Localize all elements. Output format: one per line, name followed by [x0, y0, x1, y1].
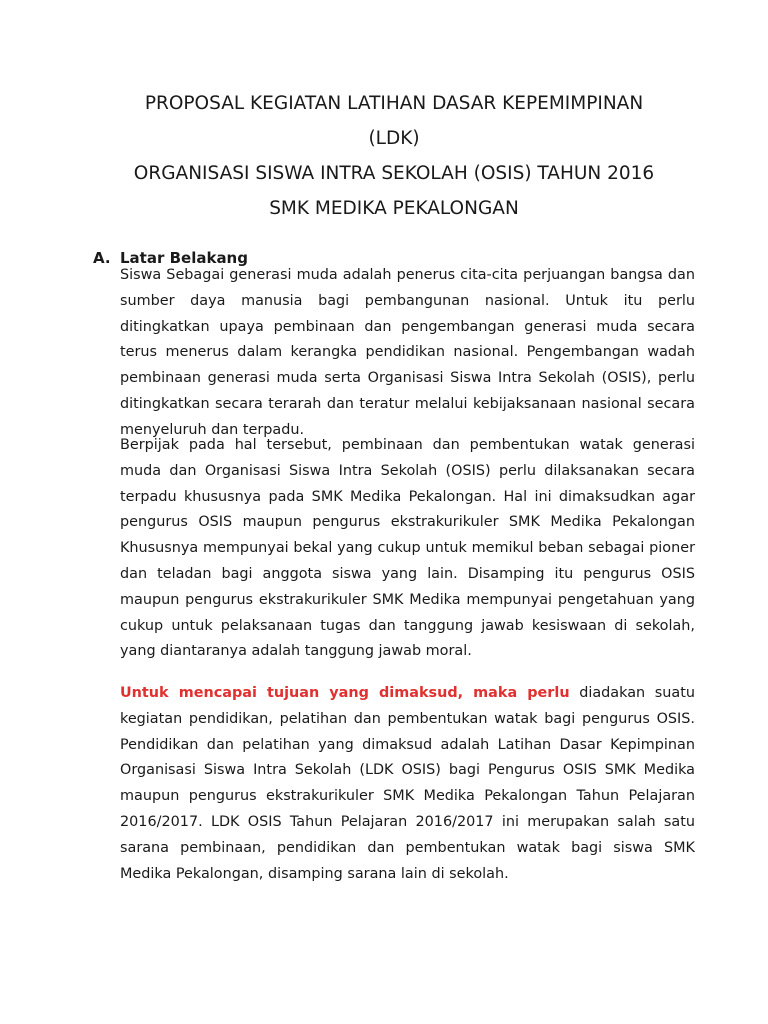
paragraph-3 — [120, 681, 695, 887]
section-title: Latar Belakang — [120, 249, 248, 267]
paragraph-2: Berpijak pada hal tersebut, pembinaan dan pembentukan watak generasi muda dan Organisasi Siswa Intra Sekolah (OSIS) perlu dilaksanakan secara terpadu khususnya pada SMK Medika Pekalongan. Hal ini dimaksudkan agar pengurus OSIS maupun pengurus ekstrakurikuler SMK Medika Pekalongan Khususnya mempunyai bekal yang cukup untuk memikul beban sebagai pioner dan teladan bagi anggota siswa yang lain. Disamping itu pengurus OSIS maupun pengurus ekstrakurikuler SMK Medika mempunyai pengetahuan yang cukup untuk pelaksanaan tugas dan tanggung jawab kesiswaan di sekolah, yang diantaranya adalah tanggung jawab moral. — [120, 437, 695, 660]
title-line-2: (LDK) — [368, 128, 420, 149]
document-title — [60, 86, 728, 226]
title-line-1: PROPOSAL KEGIATAN LATIHAN DASAR KEPEMIMPINAN — [144, 93, 644, 114]
section-letter: A. — [93, 249, 111, 267]
paragraph-3-text: diadakan suatu kegiatan pendidikan, pelatihan dan pembentukan watak bagi pengurus OSIS. Pendidikan dan pelatihan yang dimaksud adalah Latihan Dasar Kepimpinan Organisasi Siswa Intra Sekolah (LDK OSIS) bagi Pengurus OSIS SMK Medika maupun pengurus ekstrakurikuler SMK Medika Pekalongan Tahun Pelajaran 2016/2017. LDK OSIS Tahun Pelajaran 2016/2017 ini merupakan salah satu sarana pembinaan, pendidikan dan pembentukan watak bagi siswa SMK Medika Pekalongan, disamping sarana lain di sekolah. — [120, 685, 695, 882]
title-line-4: SMK MEDIKA PEKALONGAN — [269, 198, 519, 219]
title-line-3: ORGANISASI SISWA INTRA SEKOLAH (OSIS) TAHUN 2016 — [133, 163, 655, 184]
highlighted-text: Untuk mencapai tujuan yang dimaksud, maka perlu — [120, 685, 570, 701]
paragraph-1: Siswa Sebagai generasi muda adalah penerus cita-cita perjuangan bangsa dan sumber daya manusia bagi pembangunan nasional. Untuk itu perlu ditingkatkan upaya pembinaan dan pengembangan generasi muda secara terus menerus dalam kerangka pendidikan nasional. Pengembangan wadah pembinaan generasi muda serta Organisasi Siswa Intra Sekolah (OSIS), perlu ditingkatkan secara terarah dan teratur melalui kebijaksanaan nasional secara menyeluruh dan terpadu. — [120, 267, 695, 438]
